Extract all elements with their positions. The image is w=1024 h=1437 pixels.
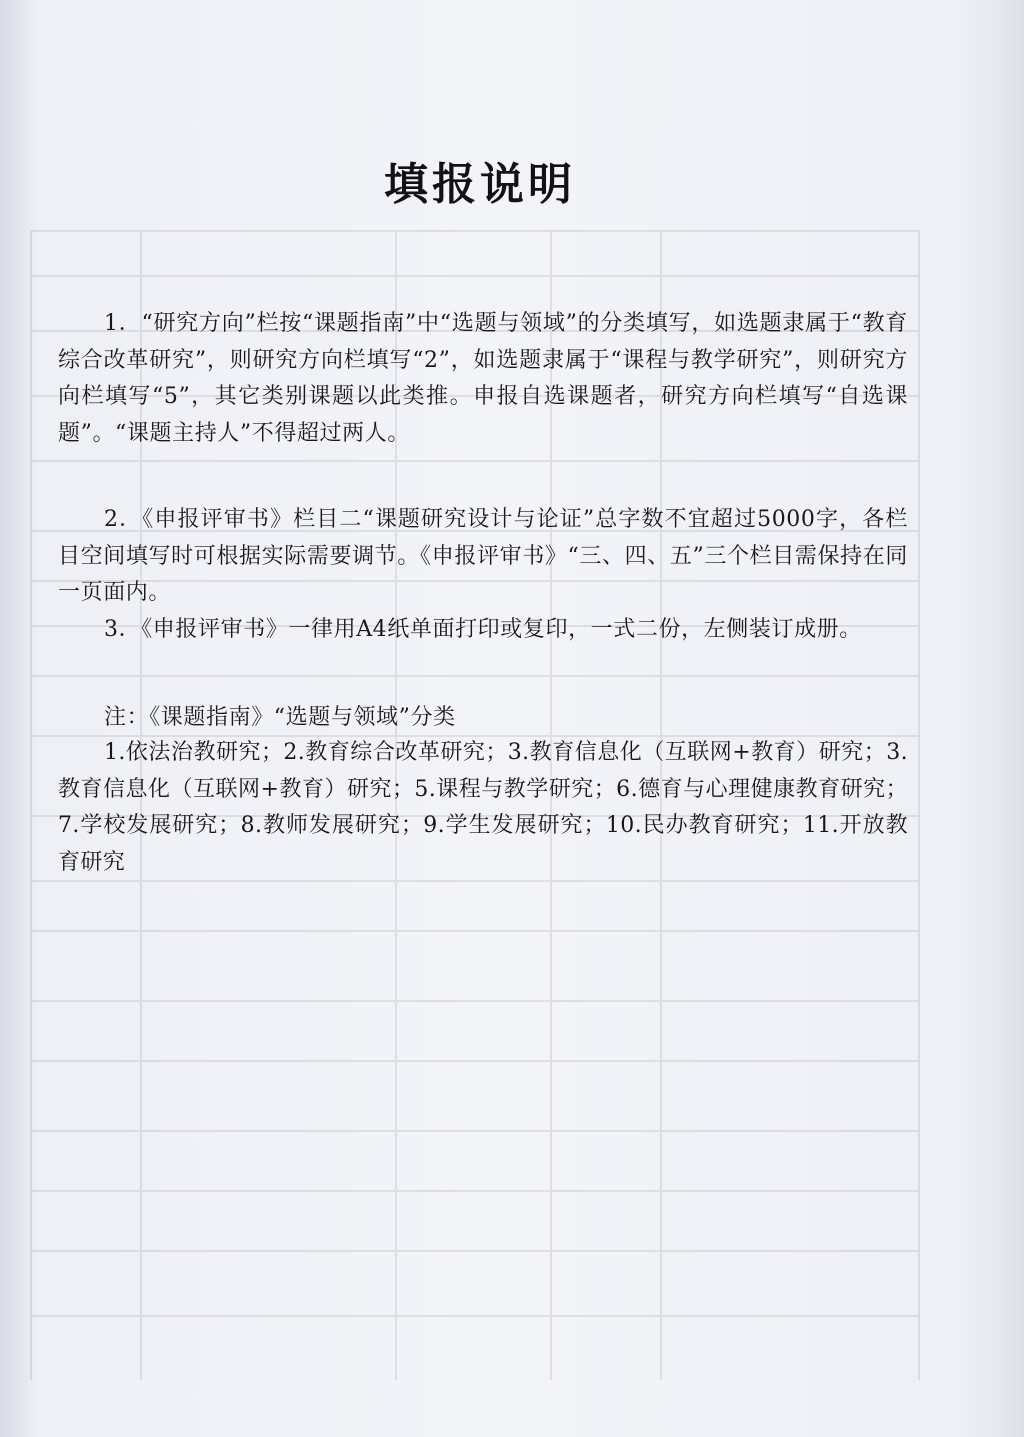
note-body-text: 1.依法治教研究；2.教育综合改革研究；3.教育信息化（互联网+教育）研究；3.教育信息化（互联网+教育）研究；5.课程与教学研究；6.德育与心理健康教育研究；7.学校发展研究；8.教师发展研究；9.学生发展研究；10.民办教育研究；11.开放教育研究 bbox=[58, 740, 908, 875]
page-title: 填报说明 bbox=[384, 159, 576, 210]
instruction-text-2: 2．《申报评审书》栏目二“课题研究设计与论证”总字数不宜超过5000字，各栏目空间填写时可根据实际需要调节。《申报评审书》“三、四、五”三个栏目需保持在同一页面内。 bbox=[58, 507, 908, 605]
instruction-paragraph-2 bbox=[58, 502, 908, 612]
instruction-text-1: 1．“研究方向”栏按“课题指南”中“选题与领域”的分类填写，如选题隶属于“教育综合改革研究”，则研究方向栏填写“2”，如选题隶属于“课程与教学研究”，则研究方向栏填写“5”，其它类别课题以此类推。申报自选课题者，研究方向栏填写“自选课题”。“课题主持人”不得超过两人。 bbox=[58, 311, 908, 446]
note-body bbox=[58, 735, 908, 881]
instruction-paragraph-3 bbox=[58, 612, 908, 649]
instruction-text-3: 3．《申报评审书》一律用A4纸单面打印或复印，一式二份，左侧装订成册。 bbox=[104, 617, 862, 642]
instruction-paragraph-1 bbox=[58, 306, 908, 452]
note-title: 注：《课题指南》“选题与领域”分类 bbox=[104, 705, 456, 730]
